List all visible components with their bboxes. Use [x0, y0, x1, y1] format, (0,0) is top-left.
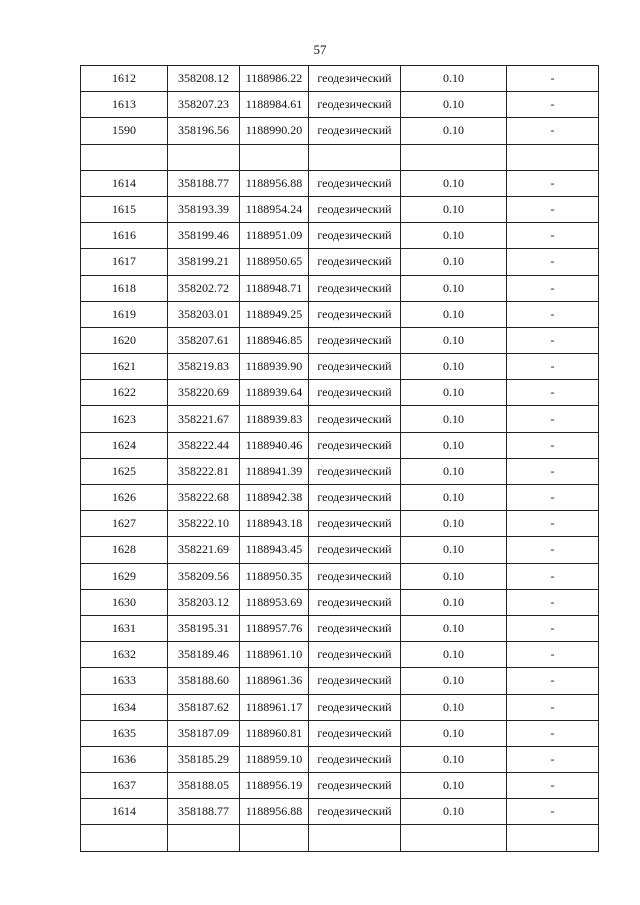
table-row	[81, 694, 599, 720]
method-cell: геодезический	[309, 458, 401, 484]
accuracy-cell: 0.10	[401, 642, 507, 668]
method-cell: геодезический	[309, 589, 401, 615]
point-number-cell: 1613	[81, 92, 168, 118]
method-cell: геодезический	[309, 170, 401, 196]
y-coordinate-cell: 1188949.25	[240, 301, 309, 327]
y-coordinate-cell: 1188939.90	[240, 354, 309, 380]
accuracy-cell: 0.10	[401, 773, 507, 799]
x-coordinate-cell: 358203.01	[168, 301, 240, 327]
x-coordinate-cell: 358188.60	[168, 668, 240, 694]
table-row	[81, 92, 599, 118]
point-number-cell: 1618	[81, 275, 168, 301]
accuracy-cell	[401, 825, 507, 851]
y-coordinate-cell: 1188950.65	[240, 249, 309, 275]
method-cell: геодезический	[309, 354, 401, 380]
x-coordinate-cell: 358207.23	[168, 92, 240, 118]
point-number-cell	[81, 825, 168, 851]
table-row	[81, 458, 599, 484]
accuracy-cell: 0.10	[401, 118, 507, 144]
table-row	[81, 668, 599, 694]
method-cell: геодезический	[309, 773, 401, 799]
method-cell: геодезический	[309, 799, 401, 825]
accuracy-cell: 0.10	[401, 720, 507, 746]
y-coordinate-cell: 1188954.24	[240, 196, 309, 222]
table-row	[81, 406, 599, 432]
y-coordinate-cell: 1188986.22	[240, 66, 309, 92]
table-row	[81, 196, 599, 222]
note-cell: -	[507, 170, 599, 196]
note-cell: -	[507, 354, 599, 380]
point-number-cell: 1621	[81, 354, 168, 380]
table-row	[81, 485, 599, 511]
x-coordinate-cell: 358193.39	[168, 196, 240, 222]
x-coordinate-cell: 358220.69	[168, 380, 240, 406]
table-row	[81, 773, 599, 799]
table-row	[81, 170, 599, 196]
table-row	[81, 301, 599, 327]
method-cell	[309, 825, 401, 851]
point-number-cell: 1612	[81, 66, 168, 92]
method-cell: геодезический	[309, 746, 401, 772]
note-cell: -	[507, 485, 599, 511]
note-cell: -	[507, 799, 599, 825]
table-row	[81, 799, 599, 825]
note-cell: -	[507, 327, 599, 353]
method-cell: геодезический	[309, 380, 401, 406]
accuracy-cell: 0.10	[401, 249, 507, 275]
point-number-cell: 1614	[81, 170, 168, 196]
accuracy-cell: 0.10	[401, 196, 507, 222]
x-coordinate-cell: 358185.29	[168, 746, 240, 772]
x-coordinate-cell: 358222.10	[168, 511, 240, 537]
accuracy-cell: 0.10	[401, 589, 507, 615]
y-coordinate-cell: 1188956.19	[240, 773, 309, 799]
point-number-cell: 1614	[81, 799, 168, 825]
point-number-cell: 1625	[81, 458, 168, 484]
coordinates-table	[80, 65, 599, 852]
x-coordinate-cell	[168, 825, 240, 851]
note-cell: -	[507, 249, 599, 275]
table-row	[81, 511, 599, 537]
accuracy-cell: 0.10	[401, 563, 507, 589]
table-row	[81, 563, 599, 589]
x-coordinate-cell: 358202.72	[168, 275, 240, 301]
x-coordinate-cell: 358187.62	[168, 694, 240, 720]
note-cell: -	[507, 589, 599, 615]
y-coordinate-cell: 1188953.69	[240, 589, 309, 615]
point-number-cell: 1631	[81, 615, 168, 641]
accuracy-cell: 0.10	[401, 301, 507, 327]
coordinates-table-body	[81, 66, 599, 852]
accuracy-cell: 0.10	[401, 615, 507, 641]
method-cell: геодезический	[309, 249, 401, 275]
note-cell: -	[507, 720, 599, 746]
note-cell: -	[507, 432, 599, 458]
method-cell: геодезический	[309, 694, 401, 720]
accuracy-cell: 0.10	[401, 668, 507, 694]
point-number-cell: 1630	[81, 589, 168, 615]
table-row	[81, 327, 599, 353]
accuracy-cell: 0.10	[401, 485, 507, 511]
point-number-cell: 1619	[81, 301, 168, 327]
table-row	[81, 615, 599, 641]
y-coordinate-cell: 1188959.10	[240, 746, 309, 772]
accuracy-cell: 0.10	[401, 223, 507, 249]
note-cell: -	[507, 92, 599, 118]
method-cell: геодезический	[309, 196, 401, 222]
note-cell: -	[507, 196, 599, 222]
y-coordinate-cell: 1188941.39	[240, 458, 309, 484]
x-coordinate-cell: 358187.09	[168, 720, 240, 746]
y-coordinate-cell: 1188990.20	[240, 118, 309, 144]
accuracy-cell: 0.10	[401, 406, 507, 432]
note-cell: -	[507, 66, 599, 92]
accuracy-cell: 0.10	[401, 746, 507, 772]
note-cell: -	[507, 563, 599, 589]
point-number-cell: 1615	[81, 196, 168, 222]
note-cell	[507, 825, 599, 851]
point-number-cell: 1624	[81, 432, 168, 458]
method-cell: геодезический	[309, 223, 401, 249]
method-cell: геодезический	[309, 327, 401, 353]
accuracy-cell: 0.10	[401, 170, 507, 196]
table-row	[81, 537, 599, 563]
method-cell: геодезический	[309, 66, 401, 92]
page-number: 57	[313, 42, 327, 57]
point-number-cell: 1617	[81, 249, 168, 275]
note-cell: -	[507, 223, 599, 249]
point-number-cell: 1616	[81, 223, 168, 249]
point-number-cell: 1634	[81, 694, 168, 720]
note-cell: -	[507, 615, 599, 641]
accuracy-cell: 0.10	[401, 694, 507, 720]
method-cell: геодезический	[309, 563, 401, 589]
table-row	[81, 589, 599, 615]
point-number-cell: 1623	[81, 406, 168, 432]
method-cell: геодезический	[309, 275, 401, 301]
method-cell: геодезический	[309, 485, 401, 511]
y-coordinate-cell: 1188961.36	[240, 668, 309, 694]
y-coordinate-cell: 1188961.17	[240, 694, 309, 720]
y-coordinate-cell: 1188948.71	[240, 275, 309, 301]
x-coordinate-cell: 358196.56	[168, 118, 240, 144]
y-coordinate-cell: 1188943.45	[240, 537, 309, 563]
note-cell: -	[507, 301, 599, 327]
x-coordinate-cell: 358221.69	[168, 537, 240, 563]
table-row	[81, 380, 599, 406]
method-cell: геодезический	[309, 642, 401, 668]
method-cell: геодезический	[309, 432, 401, 458]
x-coordinate-cell: 358188.77	[168, 170, 240, 196]
x-coordinate-cell: 358199.46	[168, 223, 240, 249]
y-coordinate-cell: 1188956.88	[240, 799, 309, 825]
point-number-cell	[81, 144, 168, 170]
y-coordinate-cell: 1188940.46	[240, 432, 309, 458]
y-coordinate-cell: 1188960.81	[240, 720, 309, 746]
point-number-cell: 1620	[81, 327, 168, 353]
point-number-cell: 1590	[81, 118, 168, 144]
x-coordinate-cell: 358221.67	[168, 406, 240, 432]
x-coordinate-cell: 358189.46	[168, 642, 240, 668]
table-row	[81, 66, 599, 92]
point-number-cell: 1632	[81, 642, 168, 668]
method-cell: геодезический	[309, 301, 401, 327]
note-cell: -	[507, 458, 599, 484]
accuracy-cell: 0.10	[401, 92, 507, 118]
note-cell: -	[507, 746, 599, 772]
table-row	[81, 118, 599, 144]
note-cell: -	[507, 642, 599, 668]
x-coordinate-cell: 358219.83	[168, 354, 240, 380]
point-number-cell: 1635	[81, 720, 168, 746]
table-row	[81, 275, 599, 301]
method-cell: геодезический	[309, 668, 401, 694]
accuracy-cell: 0.10	[401, 380, 507, 406]
method-cell: геодезический	[309, 537, 401, 563]
method-cell: геодезический	[309, 118, 401, 144]
note-cell: -	[507, 406, 599, 432]
accuracy-cell: 0.10	[401, 66, 507, 92]
y-coordinate-cell: 1188943.18	[240, 511, 309, 537]
note-cell: -	[507, 537, 599, 563]
x-coordinate-cell: 358208.12	[168, 66, 240, 92]
y-coordinate-cell: 1188950.35	[240, 563, 309, 589]
accuracy-cell: 0.10	[401, 511, 507, 537]
note-cell: -	[507, 118, 599, 144]
x-coordinate-cell: 358199.21	[168, 249, 240, 275]
point-number-cell: 1633	[81, 668, 168, 694]
accuracy-cell: 0.10	[401, 275, 507, 301]
y-coordinate-cell: 1188942.38	[240, 485, 309, 511]
note-cell: -	[507, 380, 599, 406]
x-coordinate-cell: 358203.12	[168, 589, 240, 615]
x-coordinate-cell: 358222.68	[168, 485, 240, 511]
table-row	[81, 642, 599, 668]
x-coordinate-cell: 358222.81	[168, 458, 240, 484]
x-coordinate-cell: 358207.61	[168, 327, 240, 353]
accuracy-cell: 0.10	[401, 458, 507, 484]
y-coordinate-cell: 1188984.61	[240, 92, 309, 118]
x-coordinate-cell: 358222.44	[168, 432, 240, 458]
y-coordinate-cell: 1188939.83	[240, 406, 309, 432]
point-number-cell: 1628	[81, 537, 168, 563]
y-coordinate-cell	[240, 825, 309, 851]
accuracy-cell: 0.10	[401, 432, 507, 458]
x-coordinate-cell: 358188.77	[168, 799, 240, 825]
method-cell: геодезический	[309, 406, 401, 432]
method-cell: геодезический	[309, 615, 401, 641]
x-coordinate-cell: 358195.31	[168, 615, 240, 641]
accuracy-cell: 0.10	[401, 354, 507, 380]
table-row	[81, 144, 599, 170]
point-number-cell: 1629	[81, 563, 168, 589]
y-coordinate-cell: 1188956.88	[240, 170, 309, 196]
point-number-cell: 1637	[81, 773, 168, 799]
accuracy-cell	[401, 144, 507, 170]
method-cell	[309, 144, 401, 170]
note-cell: -	[507, 773, 599, 799]
method-cell: геодезический	[309, 92, 401, 118]
note-cell: -	[507, 511, 599, 537]
y-coordinate-cell: 1188939.64	[240, 380, 309, 406]
x-coordinate-cell: 358188.05	[168, 773, 240, 799]
y-coordinate-cell: 1188957.76	[240, 615, 309, 641]
y-coordinate-cell: 1188946.85	[240, 327, 309, 353]
table-row	[81, 720, 599, 746]
table-row	[81, 249, 599, 275]
point-number-cell: 1622	[81, 380, 168, 406]
x-coordinate-cell	[168, 144, 240, 170]
y-coordinate-cell	[240, 144, 309, 170]
table-row	[81, 223, 599, 249]
x-coordinate-cell: 358209.56	[168, 563, 240, 589]
table-row	[81, 354, 599, 380]
point-number-cell: 1636	[81, 746, 168, 772]
table-row	[81, 432, 599, 458]
accuracy-cell: 0.10	[401, 537, 507, 563]
note-cell: -	[507, 668, 599, 694]
accuracy-cell: 0.10	[401, 799, 507, 825]
table-row	[81, 825, 599, 851]
note-cell: -	[507, 275, 599, 301]
method-cell: геодезический	[309, 720, 401, 746]
method-cell: геодезический	[309, 511, 401, 537]
note-cell: -	[507, 694, 599, 720]
point-number-cell: 1627	[81, 511, 168, 537]
y-coordinate-cell: 1188961.10	[240, 642, 309, 668]
accuracy-cell: 0.10	[401, 327, 507, 353]
y-coordinate-cell: 1188951.09	[240, 223, 309, 249]
point-number-cell: 1626	[81, 485, 168, 511]
note-cell	[507, 144, 599, 170]
table-row	[81, 746, 599, 772]
